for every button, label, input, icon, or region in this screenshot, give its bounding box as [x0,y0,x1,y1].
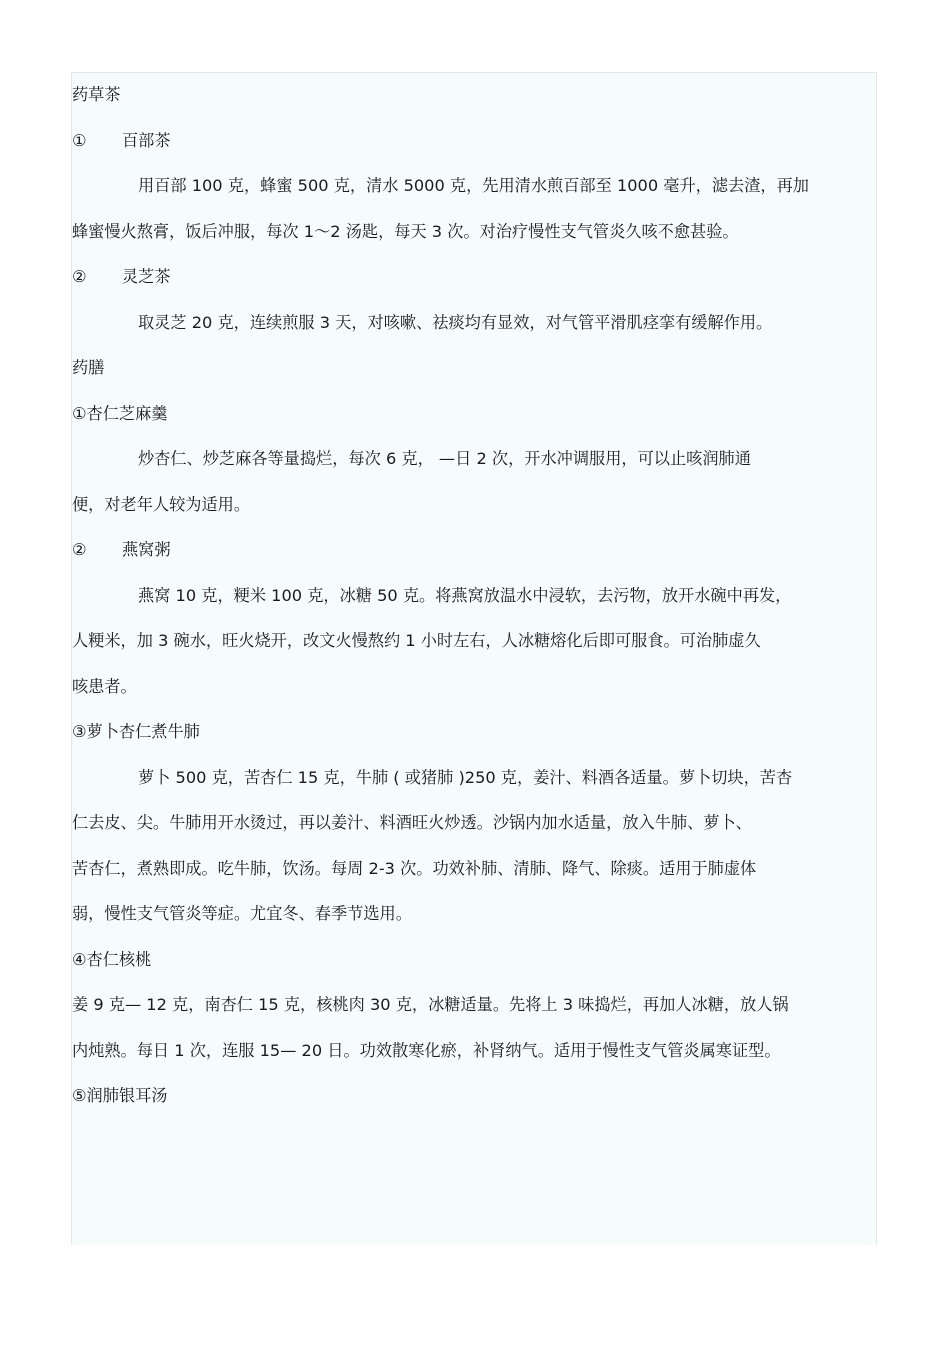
item-title-lingzhi-tea [72,254,872,300]
text-line: 用百部 100 克，蜂蜜 500 克，清水 5000 克，先用清水煎百部至 1000 毫升，滤去渣，再加 [138,176,809,195]
text-line: 咳患者。 [72,676,137,696]
paragraph-almond-walnut [72,982,872,1073]
item-number: ① [72,130,87,150]
text-line: 萝卜 500 克，苦杏仁 15 克，牛肺 ( 或猪肺 )250 克，姜汁、料酒各适量。萝卜切块，苦杏 [138,767,793,787]
item-number: ② [72,267,87,286]
item-title-text: 燕窝粥 [122,540,171,559]
paragraph-birdnest-congee [72,573,872,710]
item-title-text: 百部茶 [122,130,171,150]
text-line: 取灵芝 20 克，连续煎服 3 天，对咳嗽、祛痰均有显效，对气管平滑肌痉挛有缓解作用。 [138,312,773,332]
text-line: 内炖熟。每日 1 次，连服 15— 20 日。功效散寒化瘀，补肾纳气。适用于慢性支气管炎属寒证型。 [72,1040,781,1060]
item-title-almond-sesame: ①杏仁芝麻羹 [72,403,168,423]
section-heading-diet: 药膳 [72,358,105,377]
item-number: ② [72,540,87,559]
text-line: 仁去皮、尖。牛肺用开水烫过，再以姜汁、料酒旺火炒透。沙锅内加水适量，放入牛肺、萝卜、 [72,813,752,832]
text-line: 炒杏仁、炒芝麻各等量捣烂，每次 6 克， —日 2 次，开水冲调服用，可以止咳润肺通 [138,449,751,468]
item-title-baibu-tea [72,118,872,164]
text-line: 蜂蜜慢火熬膏，饭后冲服，每次 1～2 汤匙，每天 3 次。对治疗慢性支气管炎久咳不愈甚验。 [72,221,739,241]
text-line: 苦杏仁，煮熟即成。吃牛肺，饮汤。每周 2-3 次。功效补肺、清肺、降气、除痰。适用于肺虚体 [72,858,757,878]
paragraph-lingzhi-tea [72,300,872,346]
paragraph-radish-lung [72,755,872,937]
item-title-tremella-soup: ⑤润肺银耳汤 [72,1086,168,1105]
item-title-radish-lung: ③萝卜杏仁煮牛肺 [72,722,200,741]
item-title-almond-walnut: ④杏仁核桃 [72,949,152,969]
item-title-text: 灵芝茶 [122,267,171,286]
text-line: 姜 9 克— 12 克，南杏仁 15 克，核桃肉 30 克，冰糖适量。先将上 3 味捣烂，再加人冰糖，放人锅 [72,995,789,1014]
paragraph-almond-sesame [72,436,872,527]
text-line: 人粳米，加 3 碗水，旺火烧开，改文火慢熬约 1 小时左右，人冰糖熔化后即可服食。可治肺虚久 [72,631,761,650]
section-heading-tea: 药草茶 [72,85,121,104]
item-title-birdnest-congee [72,527,872,573]
text-line: 便，对老年人较为适用。 [72,494,251,514]
text-line: 弱，慢性支气管炎等症。尤宜冬、春季节选用。 [72,904,412,923]
document-body [72,72,872,1119]
paragraph-baibu-tea [72,163,872,254]
text-line: 燕窝 10 克，粳米 100 克，冰糖 50 克。将燕窝放温水中浸软，去污物，放开水碗中再发， [138,585,792,605]
